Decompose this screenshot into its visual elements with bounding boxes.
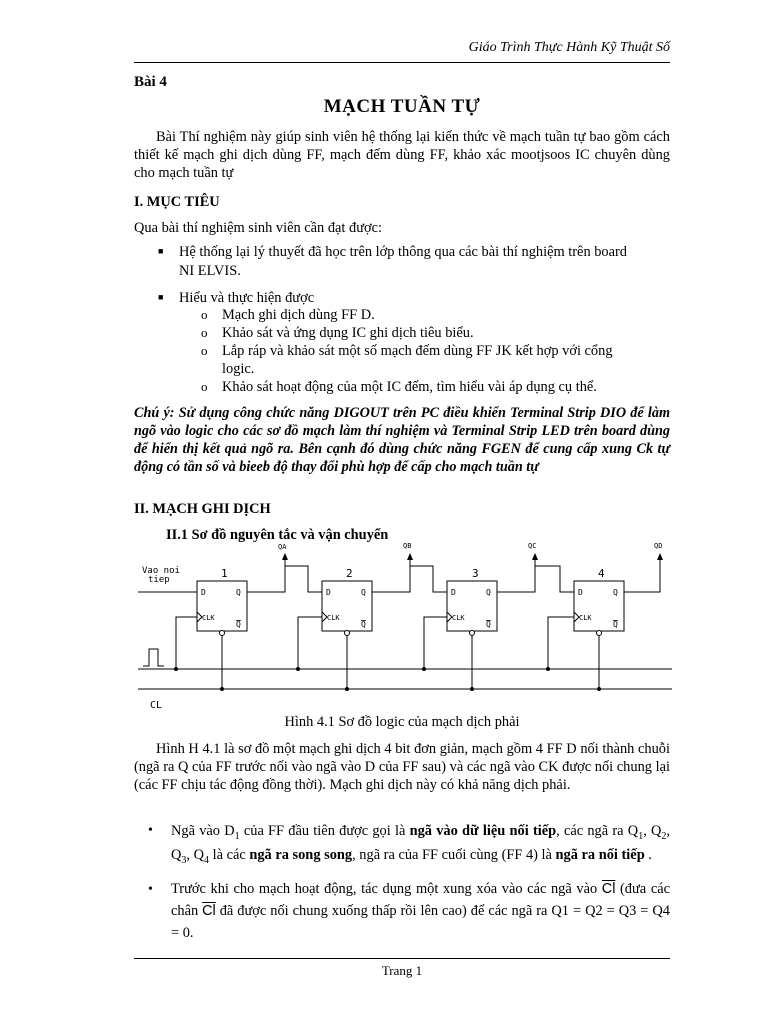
- sub-item-1: Mạch ghi dịch dùng FF D.: [222, 307, 375, 323]
- ff-3-pin-clk: CLK: [452, 614, 465, 622]
- serial-input-label-2: tiep: [148, 575, 170, 585]
- lesson-title: MẠCH TUẦN TỰ: [323, 96, 481, 117]
- section-1-lead: Qua bài thí nghiệm sinh viên cần đạt được:: [134, 220, 382, 236]
- bullet-1-line1: Hệ thống lại lý thuyết đã học trên lớp thông qua các bài thí nghiệm trên board: [179, 244, 627, 260]
- section-2-heading: II. MẠCH GHI DỊCH: [134, 501, 271, 517]
- header-rule: [134, 62, 670, 63]
- output-qb-label: QB: [403, 542, 412, 550]
- ff-2-pin-d: D: [326, 588, 331, 597]
- sub-item-2: Khảo sát và ứng dụng IC ghi dịch tiêu biểu.: [222, 325, 474, 341]
- output-qc-label: QC: [528, 542, 537, 550]
- ff-2-number: 2: [346, 567, 353, 580]
- bullet-square-icon: ■: [158, 246, 164, 256]
- page-number: Trang 1: [381, 963, 423, 978]
- body-paragraph: Hình H 4.1 là sơ đồ một mạch ghi dịch 4 bit đơn giản, mạch gồm 4 FF D nối thành chuỗi (ngã ra Q của FF trước nối vào ngã vào D của FF sau) và các ngã vào CK được nối chung lại (các FF chịu tác động đồng thời). Mạch ghi dịch này có khả năng dịch phải.: [134, 741, 670, 793]
- ff-1-pin-d: D: [201, 588, 206, 597]
- section-1-heading: I. MỤC TIÊU: [134, 194, 220, 210]
- sub-bullet-icon: o: [201, 325, 208, 340]
- ff-3-number: 3: [472, 567, 479, 580]
- ff-3-pin-d: D: [451, 588, 456, 597]
- dot-bullet-icon: •: [148, 882, 153, 897]
- ff-4-pin-qbar: Q: [613, 620, 618, 629]
- bullet-square-icon: ■: [158, 292, 164, 302]
- note-paragraph: Chú ý: Sử dụng công chức năng DIGOUT trên PC điều khiển Terminal Strip DIO để làm ngõ vào logic cho các sơ đồ mạch làm thí nghiệm và Terminal Strip LED trên board dùng để hiển thị kết quả ngõ ra. Bên cạnh đó dùng chức năng FGEN để cung cấp xung Ck tự động có tần số và bieeb độ thay đổi phù hợp để cấp cho mạch tuần tự: [134, 405, 670, 475]
- ff-2-pin-clk: CLK: [327, 614, 340, 622]
- point-2: Trước khi cho mạch hoạt động, tác dụng một xung xóa vào các ngã vào $\overline{Cl}$ (đưa các chân $\overline{Cl}$ đã được nối chung xuống thấp rồi lên cao) để các ngã ra Q1 = Q2 = Q3 = Q4 = 0.: [171, 881, 670, 941]
- sub-item-4: Khảo sát hoạt động của một IC đếm, tìm hiểu vài áp dụng cụ thể.: [222, 379, 597, 395]
- sub-bullet-icon: o: [201, 343, 208, 358]
- ff-4-pin-d: D: [578, 588, 583, 597]
- figure-caption: Hình 4.1 Sơ đồ logic của mạch dịch phải: [284, 714, 520, 730]
- section-2-1-heading: II.1 Sơ đồ nguyên tắc và vận chuyển: [166, 527, 389, 543]
- dot-bullet-icon: •: [148, 823, 153, 838]
- ff-1-pin-qbar: Q: [236, 620, 241, 629]
- ff-4-pin-clk: CLK: [579, 614, 592, 622]
- bullet-2: Hiểu và thực hiện được: [179, 290, 315, 306]
- intro-paragraph: Bài Thí nghiệm này giúp sinh viên hệ thống lại kiến thức về mạch tuần tự bao gồm cách thiết kế mạch ghi dịch dùng FF, mạch đếm dùng FF, khảo xác mootjsoos IC chuyên dùng cho mạch tuần tự: [134, 129, 670, 181]
- shift-register-diagram: [0, 535, 768, 715]
- footer-rule: [134, 958, 670, 959]
- ff-1-number: 1: [221, 567, 228, 580]
- ff-1-pin-q: Q: [236, 588, 241, 597]
- ff-2-pin-qbar: Q: [361, 620, 366, 629]
- sub-bullet-icon: o: [201, 307, 208, 322]
- ff-2-pin-q: Q: [361, 588, 366, 597]
- ff-3-pin-q: Q: [486, 588, 491, 597]
- sub-item-3-line2: logic.: [222, 361, 255, 377]
- ff-1-pin-clk: CLK: [202, 614, 215, 622]
- serial-input-label-1: Vao noi: [142, 566, 180, 576]
- output-qd-label: QD: [654, 542, 663, 550]
- point-1: Ngã vào $D_1$ của FF đầu tiên được gọi là ngã vào dữ liệu nối tiếp, các ngã ra $Q_1$, $Q_2$, $Q_3$, $Q_4$ là các ngã ra song song, ngã ra của FF cuối cùng (FF 4) là ngã ra nối tiếp .: [171, 823, 671, 866]
- bullet-1-line2: NI ELVIS.: [179, 263, 241, 279]
- ff-4-pin-q: Q: [613, 588, 618, 597]
- lesson-label: Bài 4: [134, 74, 167, 90]
- clear-label: CL: [150, 700, 163, 711]
- sub-item-3-line1: Lắp ráp và khảo sát một số mạch đếm dùng FF JK kết hợp với cổng: [222, 343, 613, 359]
- ff-4-number: 4: [598, 567, 605, 580]
- sub-bullet-icon: o: [201, 379, 208, 394]
- ff-3-pin-qbar: Q: [486, 620, 491, 629]
- running-header: Giáo Trình Thực Hành Kỹ Thuật Số: [468, 40, 670, 55]
- output-qa-label: QA: [278, 543, 287, 551]
